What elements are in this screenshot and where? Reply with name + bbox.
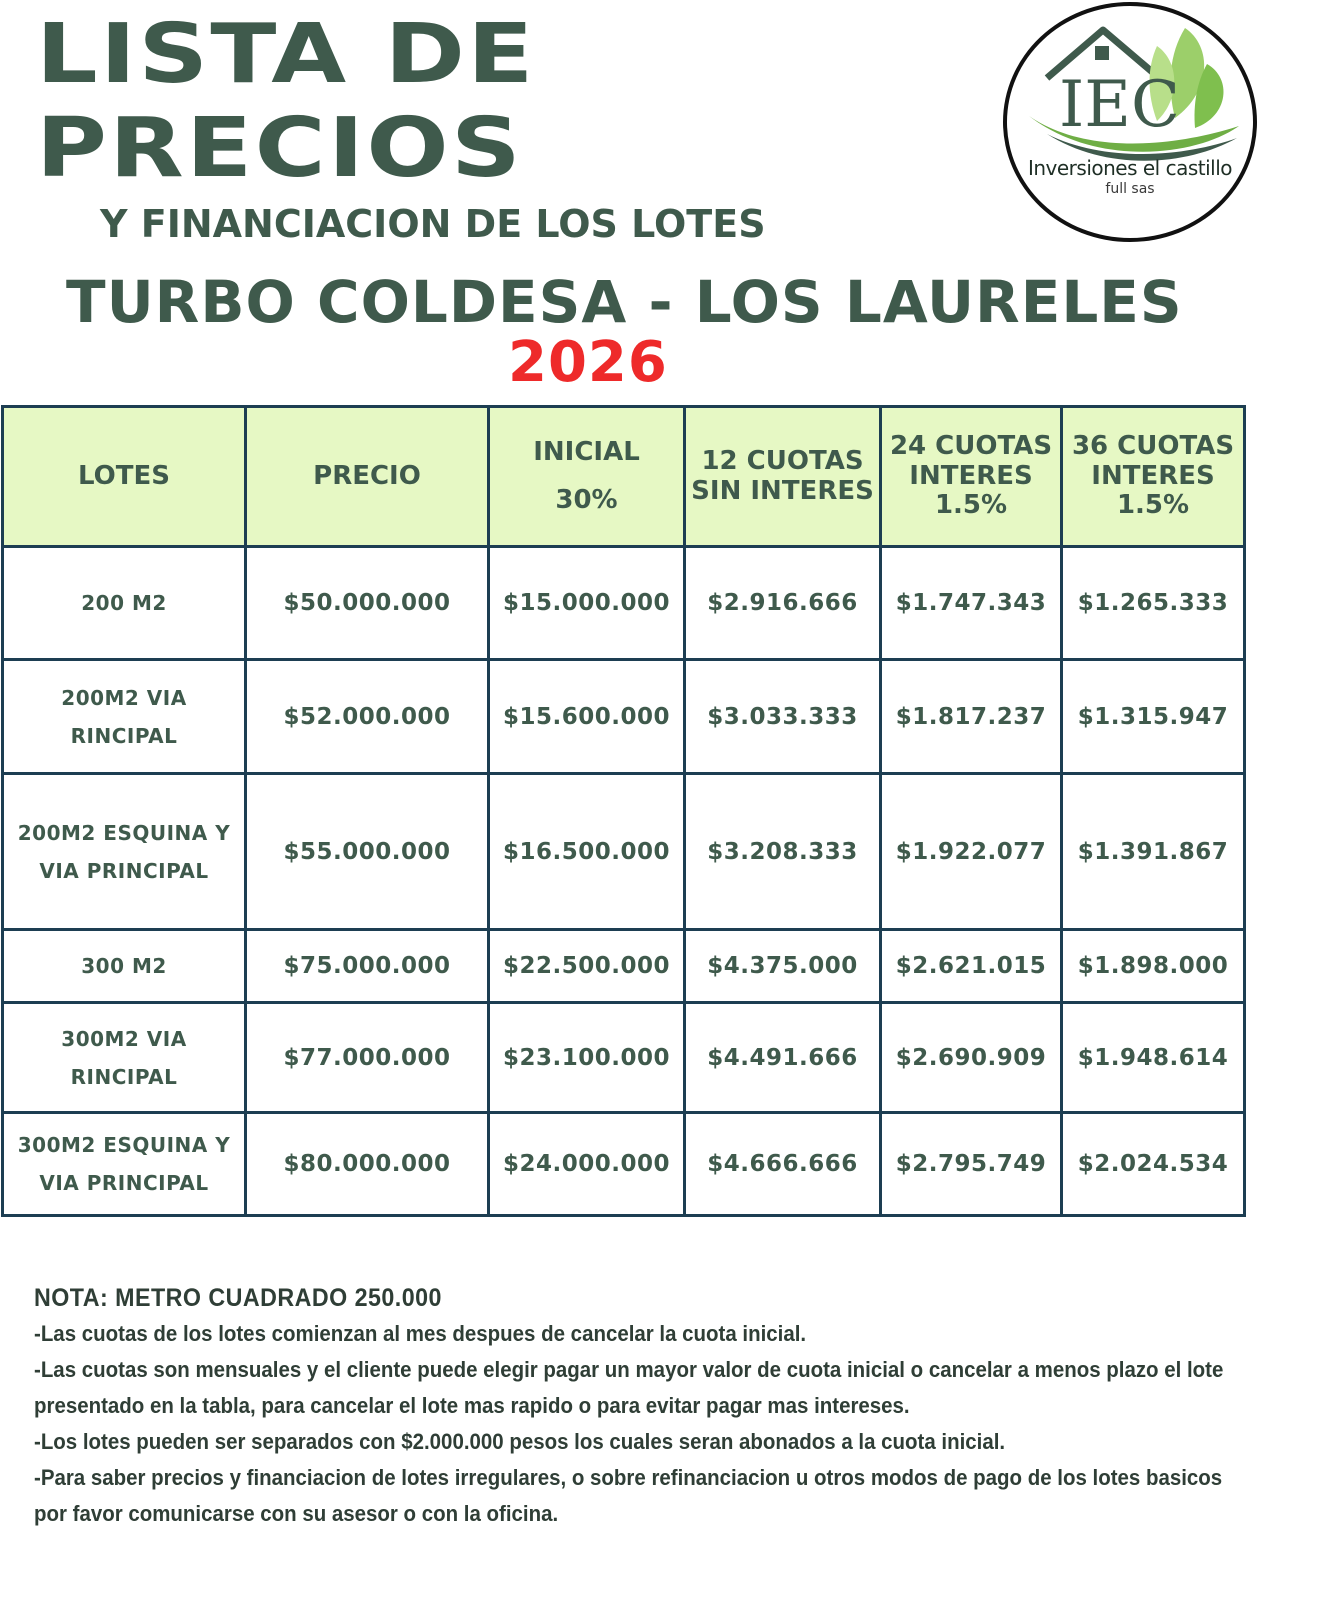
cell-36-cuotas: $1.948.614 — [1062, 1003, 1245, 1113]
cell-lote: 300M2 ESQUINA Y VIA PRINCIPAL — [3, 1113, 246, 1216]
cell-precio: $80.000.000 — [246, 1113, 489, 1216]
location-title: TURBO COLDESA - LOS LAURELES — [66, 268, 1183, 336]
cell-24-cuotas: $1.817.237 — [881, 660, 1062, 774]
company-logo — [1003, 2, 1257, 242]
cell-12-cuotas: $3.033.333 — [685, 660, 881, 774]
note-square-meter: NOTA: METRO CUADRADO 250.000 — [34, 1284, 442, 1312]
note-item: -Para saber precios y financiacion de lotes irregulares, o sobre refinanciacion u otros modos de pago de los lotes basicos por favor comunicarse con su asesor o con la oficina. — [34, 1465, 1223, 1526]
table-row — [3, 930, 1245, 1003]
cell-36-cuotas: $1.898.000 — [1062, 930, 1245, 1003]
cell-precio: $75.000.000 — [246, 930, 489, 1003]
cell-lote: 200 M2 — [3, 547, 246, 660]
cell-24-cuotas: $2.795.749 — [881, 1113, 1062, 1216]
cell-24-cuotas: $2.690.909 — [881, 1003, 1062, 1113]
note-item: -Las cuotas de los lotes comienzan al mes despues de cancelar la cuota inicial. — [34, 1321, 807, 1346]
cell-36-cuotas: $1.265.333 — [1062, 547, 1245, 660]
cell-precio: $52.000.000 — [246, 660, 489, 774]
cell-precio: $77.000.000 — [246, 1003, 489, 1113]
year-title: 2026 — [508, 330, 668, 395]
cell-24-cuotas: $2.621.015 — [881, 930, 1062, 1003]
cell-lote: 300M2 VIA RINCIPAL — [3, 1003, 246, 1113]
logo-company-name: Inversiones el castillo — [1027, 156, 1233, 180]
note-item: -Las cuotas son mensuales y el cliente puede elegir pagar un mayor valor de cuota inicial o cancelar a menos plazo el lote presentado en la tabla, para cancelar el lote mas rapido o para evitar pagar mas intereses. — [34, 1357, 1224, 1418]
cell-12-cuotas: $4.375.000 — [685, 930, 881, 1003]
cell-precio: $55.000.000 — [246, 774, 489, 930]
cell-12-cuotas: $4.491.666 — [685, 1003, 881, 1113]
cell-12-cuotas: $4.666.666 — [685, 1113, 881, 1216]
cell-lote: 200M2 VIA RINCIPAL — [3, 660, 246, 774]
cell-36-cuotas: $2.024.534 — [1062, 1113, 1245, 1216]
table-header-row — [3, 407, 1245, 547]
cell-36-cuotas: $1.315.947 — [1062, 660, 1245, 774]
title-line-1: LISTA DE — [36, 7, 536, 102]
header-inicial: INICIAL 30% — [489, 407, 685, 547]
subtitle: Y FINANCIACION DE LOS LOTES — [100, 202, 766, 246]
table-row — [3, 774, 1245, 930]
cell-lote: 200M2 ESQUINA Y VIA PRINCIPAL — [3, 774, 246, 930]
cell-12-cuotas: $2.916.666 — [685, 547, 881, 660]
table-row — [3, 1003, 1245, 1113]
cell-inicial: $22.500.000 — [489, 930, 685, 1003]
house-leaf-icon — [1007, 6, 1253, 238]
cell-24-cuotas: $1.922.077 — [881, 774, 1062, 930]
cell-inicial: $15.600.000 — [489, 660, 685, 774]
logo-company-subtitle: full sas — [1105, 181, 1155, 197]
cell-inicial: $15.000.000 — [489, 547, 685, 660]
cell-12-cuotas: $3.208.333 — [685, 774, 881, 930]
title-line-2: PRECIOS — [36, 101, 524, 196]
table-row — [3, 660, 1245, 774]
cell-lote: 300 M2 — [3, 930, 246, 1003]
notes-section — [34, 1280, 1243, 1532]
header-lotes: LOTES — [3, 407, 246, 547]
table-row — [3, 1113, 1245, 1216]
header-36-cuotas: 36 CUOTAS INTERES 1.5% — [1062, 407, 1245, 547]
header-precio: PRECIO — [246, 407, 489, 547]
price-table — [1, 405, 1246, 1217]
note-item: -Los lotes pueden ser separados con $2.000.000 pesos los cuales seran abonados a la cuota inicial. — [34, 1429, 1006, 1454]
cell-inicial: $24.000.000 — [489, 1113, 685, 1216]
cell-precio: $50.000.000 — [246, 547, 489, 660]
cell-24-cuotas: $1.747.343 — [881, 547, 1062, 660]
cell-36-cuotas: $1.391.867 — [1062, 774, 1245, 930]
cell-inicial: $16.500.000 — [489, 774, 685, 930]
svg-text:IEC: IEC — [1059, 68, 1180, 142]
table-row — [3, 547, 1245, 660]
cell-inicial: $23.100.000 — [489, 1003, 685, 1113]
header-24-cuotas: 24 CUOTAS INTERES 1.5% — [881, 407, 1062, 547]
header-12-cuotas: 12 CUOTAS SIN INTERES — [685, 407, 881, 547]
